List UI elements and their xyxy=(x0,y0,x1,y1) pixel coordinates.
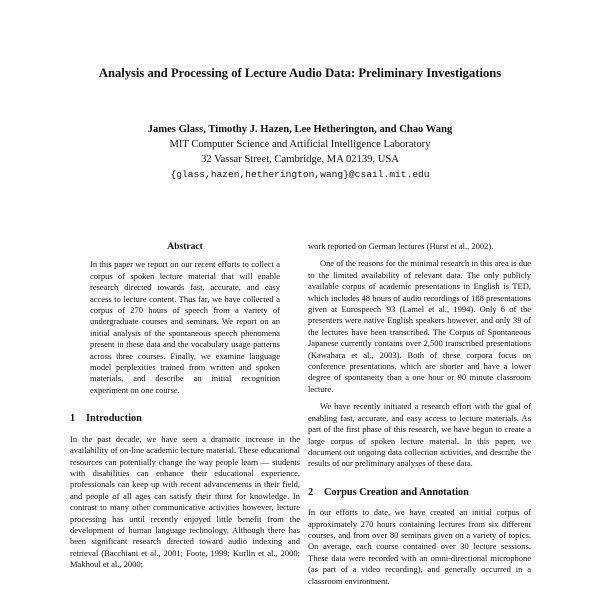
paragraph-research-effort: We have recently initiated a research effort with the goal of enabling fast, accurate, and easy access to lecture materials. As part of the first phase of this research, we have begun to create a large corpus of spoken lecture material. In this paper, we document our ongoing data collection activities, and describe the results of our preliminary analyses of these data. xyxy=(308,401,531,469)
section-2-heading xyxy=(308,487,531,498)
continuation-text: work reported on German lectures (Hurst et al., 2002). xyxy=(308,241,494,251)
paper-title: Analysis and Processing of Lecture Audio Data: Preliminary Investigations xyxy=(98,66,502,80)
section-2-title: Corpus Creation and Annotation xyxy=(324,486,469,498)
section-1-title: Introduction xyxy=(86,413,142,425)
address: 32 Vassar Street, Cambridge, MA 02139, USA xyxy=(201,154,399,165)
left-column xyxy=(70,241,300,571)
right-column xyxy=(308,241,531,587)
author-block xyxy=(0,122,600,182)
introduction-text: In the past decade, we have seen a dramatic increase in the availability of on-line academic lecture material. These educational resources can potentially change the way people learn — students with disabilities can enhance their educational experience, professionals can keep up with recent advancements in their field, and people of all ages can satisfy their thirst for knowledge. In contrast to many other communicative activities however, lecture processing has until recently enjoyed little benefit from the development of human language technology. Although there has been significant research directed toward audio indexing and retrieval (Bacchiani et al., 2001; Foote, 1999; Kurlin et al., 2000; Makhoul et al., 2000; xyxy=(70,433,300,570)
section-1-number: 1 xyxy=(70,413,76,425)
section-2-number: 2 xyxy=(308,486,314,498)
author-names: James Glass, Timothy J. Hazen, Lee Hetherington, and Chao Wang xyxy=(147,124,453,135)
section-1-heading xyxy=(70,413,300,424)
abstract-heading: Abstract xyxy=(167,241,203,252)
paragraph-minimal-research: One of the reasons for the minimal research in this area is due to the limited availability of relevant data. The only publicly available corpus of academic presentations in English is TED, which includes 48 hours of audio recordings of 188 presentations given at Eurospeech '93 (Lamel et al., 1994). Only 6 of the presenters were native English speakers however, and only 39 of the lectures have been transcribed. The Corpus of Spontaneous Japanese currently contains over 2,500 transcribed presentations (Kawahara et al., 2003). Both of these corpora focus on conference presentations, which are shorter and have a lower degree of spontaneity than a one hour or 90 minute classroom lecture. xyxy=(308,258,531,394)
section-2-text: In our efforts to date, we have created an initial corpus of approximately 270 hours containing lectures from six different courses, and from over 80 seminars given on a variety of topics. On average, each course contained over 30 lecture sessions. These data were recorded with an omni-directional microphone (as part of a video recording), and generally occurred in a classroom environment. xyxy=(308,507,531,586)
abstract-text: In this paper we report on our recent efforts to collect a corpus of spoken lecture material that will enable research directed towards fast, accurate, and easy access to lecture content. Thus far, we have collected a corpus of 270 hours of speech from a variety of undergraduate courses and seminars. We report on an initial analysis of the spontaneous speech phenomena present in these data and the vocabulary usage patterns across three courses. Finally, we examine language model perplexities trained from written and spoken materials, and describe an initial recognition experiment on one course. xyxy=(90,259,280,395)
email: {glass,hazen,hetherington,wang}@csail.mit.edu xyxy=(170,169,430,180)
affiliation: MIT Computer Science and Artificial Intelligence Laboratory xyxy=(169,139,431,150)
